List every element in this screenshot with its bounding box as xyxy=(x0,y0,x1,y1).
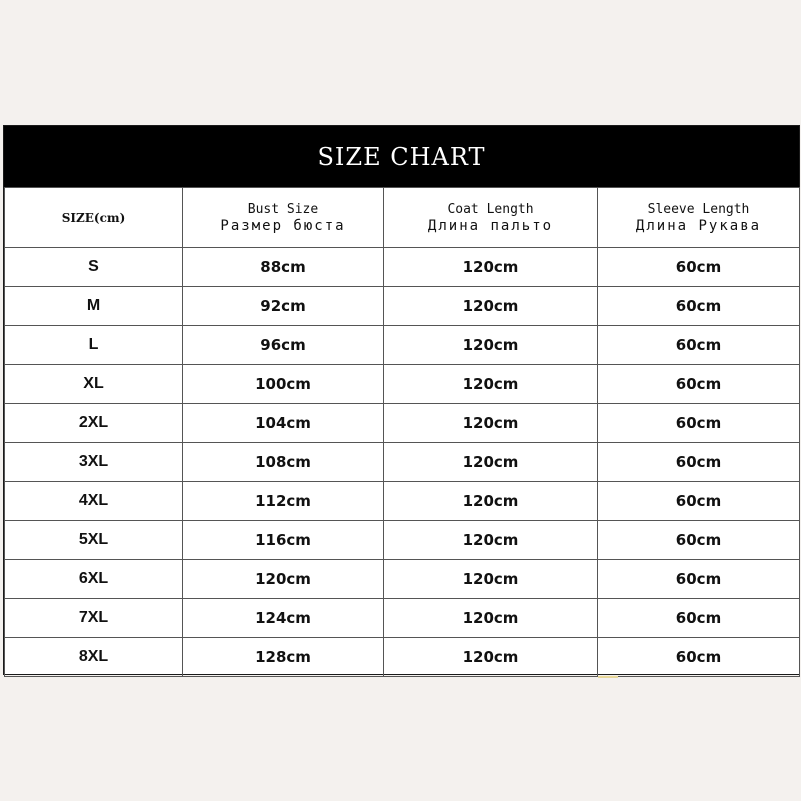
size-table xyxy=(4,187,800,677)
table-row xyxy=(5,599,800,638)
table-row xyxy=(5,443,800,482)
table-row xyxy=(5,521,800,560)
table-row xyxy=(5,365,800,404)
bust-cell: 104cm xyxy=(183,404,384,443)
size-cell: L xyxy=(5,326,183,365)
size-cell: 6XL xyxy=(5,560,183,599)
bust-cell: 116cm xyxy=(183,521,384,560)
chart-title: SIZE CHART xyxy=(4,126,799,187)
sleeve-length-cell: 60cm xyxy=(598,287,800,326)
column-header-bust xyxy=(183,188,384,248)
table-row xyxy=(5,560,800,599)
coat-length-cell: 120cm xyxy=(384,482,598,521)
sleeve-length-cell: 60cm xyxy=(598,599,800,638)
sleeve-length-cell: 60cm xyxy=(598,638,800,677)
header-label-en: Bust Size xyxy=(247,201,319,217)
sleeve-length-cell: 60cm xyxy=(598,560,800,599)
column-header-size: SIZE(cm) xyxy=(5,188,183,248)
bust-cell: 124cm xyxy=(183,599,384,638)
table-row xyxy=(5,638,800,677)
size-cell: 4XL xyxy=(5,482,183,521)
decorative-mark xyxy=(598,676,618,678)
column-header-coat xyxy=(384,188,598,248)
sleeve-length-cell: 60cm xyxy=(598,326,800,365)
sleeve-length-cell: 60cm xyxy=(598,365,800,404)
sleeve-length-cell: 60cm xyxy=(598,482,800,521)
coat-length-cell: 120cm xyxy=(384,560,598,599)
coat-length-cell: 120cm xyxy=(384,521,598,560)
header-label-en: Coat Length xyxy=(447,201,534,217)
table-row xyxy=(5,482,800,521)
bust-cell: 88cm xyxy=(183,248,384,287)
size-cell: 7XL xyxy=(5,599,183,638)
sleeve-length-cell: 60cm xyxy=(598,404,800,443)
coat-length-cell: 120cm xyxy=(384,248,598,287)
coat-length-cell: 120cm xyxy=(384,443,598,482)
coat-length-cell: 120cm xyxy=(384,599,598,638)
bust-cell: 108cm xyxy=(183,443,384,482)
sleeve-length-cell: 60cm xyxy=(598,443,800,482)
coat-length-cell: 120cm xyxy=(384,404,598,443)
size-cell: 5XL xyxy=(5,521,183,560)
bust-cell: 128cm xyxy=(183,638,384,677)
coat-length-cell: 120cm xyxy=(384,326,598,365)
bust-cell: 92cm xyxy=(183,287,384,326)
size-cell: M xyxy=(5,287,183,326)
bust-cell: 120cm xyxy=(183,560,384,599)
coat-length-cell: 120cm xyxy=(384,638,598,677)
size-cell: 2XL xyxy=(5,404,183,443)
size-cell: 3XL xyxy=(5,443,183,482)
size-chart xyxy=(3,125,800,675)
bust-cell: 96cm xyxy=(183,326,384,365)
table-row xyxy=(5,404,800,443)
bust-cell: 100cm xyxy=(183,365,384,404)
header-label-en: Sleeve Length xyxy=(647,201,750,217)
table-row xyxy=(5,248,800,287)
header-label-ru: Длина Рукава xyxy=(635,217,762,234)
table-row xyxy=(5,326,800,365)
column-header-sleeve xyxy=(598,188,800,248)
size-cell: 8XL xyxy=(5,638,183,677)
size-cell: S xyxy=(5,248,183,287)
table-row xyxy=(5,287,800,326)
bust-cell: 112cm xyxy=(183,482,384,521)
coat-length-cell: 120cm xyxy=(384,365,598,404)
sleeve-length-cell: 60cm xyxy=(598,521,800,560)
header-row xyxy=(5,188,800,248)
size-cell: XL xyxy=(5,365,183,404)
sleeve-length-cell: 60cm xyxy=(598,248,800,287)
header-label-ru: Длина пальто xyxy=(427,217,554,234)
header-label-ru: Размер бюста xyxy=(220,217,346,234)
coat-length-cell: 120cm xyxy=(384,287,598,326)
